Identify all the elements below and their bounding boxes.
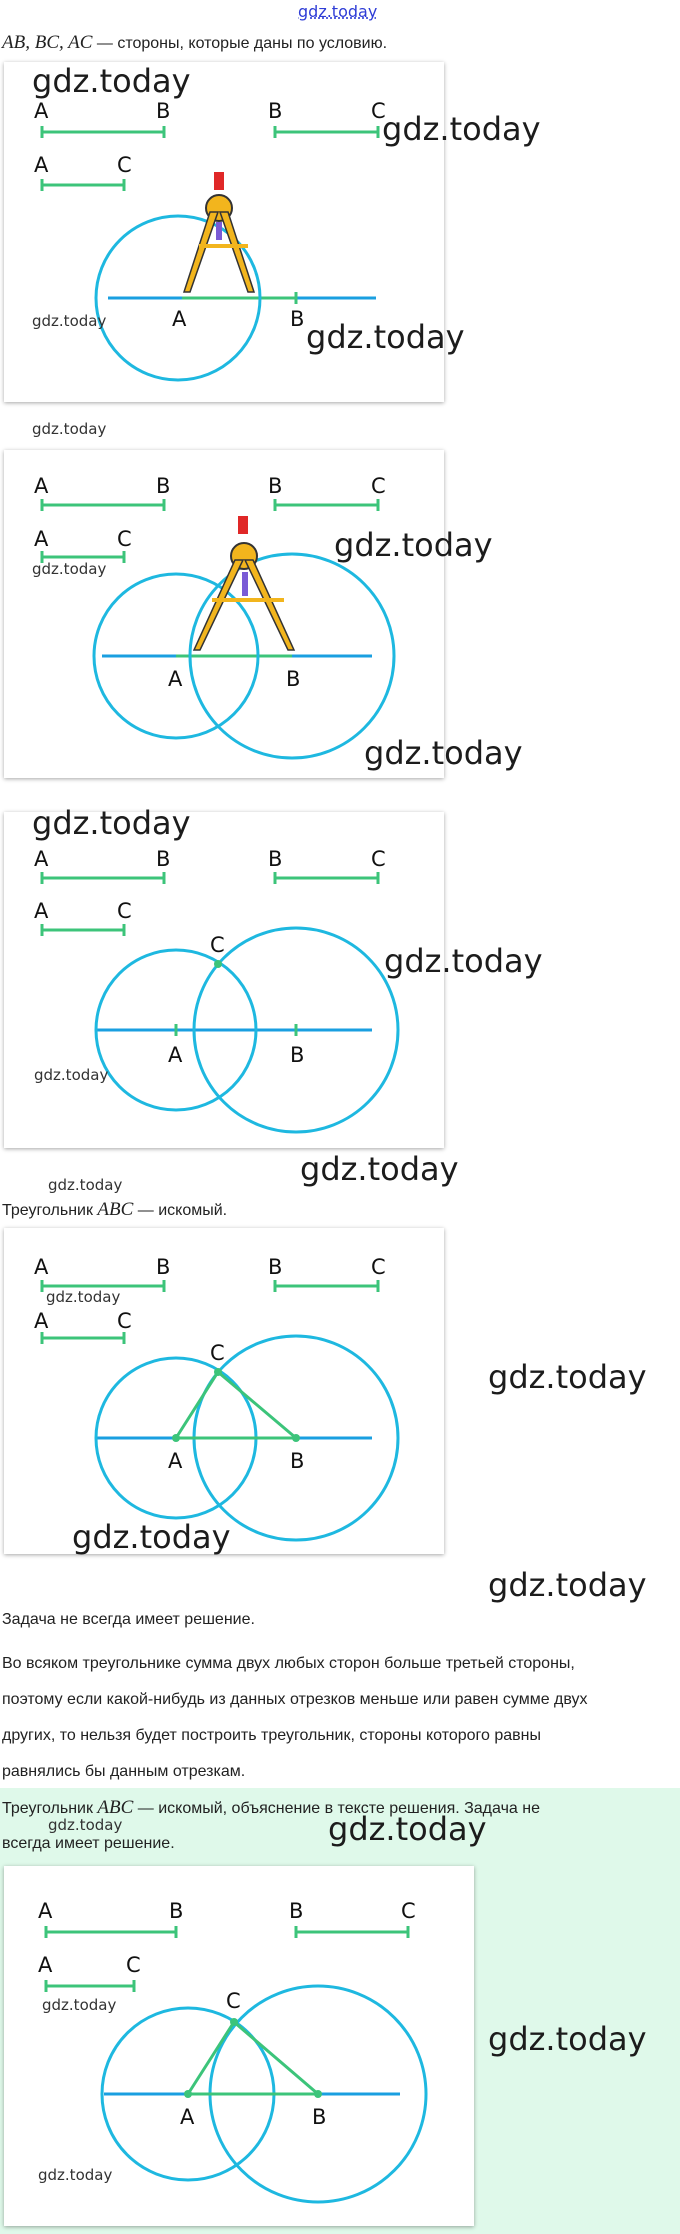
label-b: B — [268, 99, 283, 123]
watermark: gdz.today — [32, 804, 191, 842]
watermark: gdz.today — [334, 526, 493, 564]
label-a: A — [168, 1449, 183, 1473]
label-b: B — [290, 307, 305, 331]
figure-2-drawing — [4, 450, 444, 778]
label-a: A — [168, 1043, 183, 1067]
watermark: gdz.today — [48, 1176, 123, 1194]
intro-math: AB, BC, AC — [2, 32, 93, 53]
given-segments — [42, 872, 378, 936]
figure-4 — [4, 1228, 444, 1554]
given-segments — [42, 499, 378, 563]
compass-icon — [184, 172, 254, 292]
label-c: C — [117, 899, 132, 923]
label-b: B — [312, 2105, 327, 2129]
label-c: C — [126, 1953, 141, 1977]
label-b: B — [286, 667, 301, 691]
watermark: gdz.today — [34, 1066, 109, 1084]
label-a: A — [34, 1255, 49, 1279]
watermark: gdz.today — [384, 942, 543, 980]
label-b: B — [156, 474, 171, 498]
label-b: B — [290, 1449, 305, 1473]
compass-icon — [194, 516, 294, 650]
watermark: gdz.today — [382, 110, 541, 148]
label-b: B — [156, 847, 171, 871]
watermark: gdz.today — [32, 312, 107, 330]
answer-line-1: Треугольник ABC — искомый, объяснение в тексте решения. Задача не — [2, 1797, 540, 1818]
label-c: C — [117, 153, 132, 177]
triangle-caption: Треугольник ABC — искомый. — [2, 1199, 228, 1220]
label-b: B — [268, 474, 283, 498]
label-a: A — [180, 2105, 195, 2129]
label-c: C — [117, 1309, 132, 1333]
label-b: B — [289, 1899, 304, 1923]
label-a: A — [34, 153, 49, 177]
watermark: gdz.today — [32, 560, 107, 578]
paragraph-line: поэтому если какой-нибудь из данных отрезков меньше или равен сумме двух — [2, 1691, 588, 1708]
label-c: C — [371, 99, 386, 123]
label-c: C — [226, 1989, 241, 2013]
label-b: B — [156, 1255, 171, 1279]
label-b: B — [156, 99, 171, 123]
label-a: A — [38, 1953, 53, 1977]
watermark: gdz.today — [48, 1816, 123, 1834]
triangle-abc — [188, 2022, 318, 2094]
watermark: gdz.today — [32, 420, 107, 438]
label-c: C — [371, 847, 386, 871]
watermark: gdz.today — [72, 1518, 231, 1556]
label-a: A — [38, 1899, 53, 1923]
site-link[interactable]: gdz.today — [298, 2, 378, 21]
watermark: gdz.today — [42, 1996, 117, 2014]
intro-text — [2, 33, 387, 52]
paragraph-line: Во всяком треугольнике сумма двух любых сторон больше третьей стороны, — [2, 1655, 575, 1672]
watermark: gdz.today — [38, 2166, 113, 2184]
given-segments — [42, 126, 378, 191]
figure-4-drawing — [4, 1228, 444, 1554]
label-a: A — [168, 667, 183, 691]
label-a: A — [34, 899, 49, 923]
label-c: C — [117, 527, 132, 551]
paragraph-no-solution: Задача не всегда имеет решение. — [2, 1611, 255, 1628]
paragraph-line: других, то нельзя будет построить треугольник, стороны которого равны — [2, 1727, 541, 1744]
label-a: A — [34, 527, 49, 551]
watermark: gdz.today — [328, 1810, 487, 1848]
watermark: gdz.today — [488, 2020, 647, 2058]
paragraph-line: равнялись бы данным отрезкам. — [2, 1763, 246, 1780]
watermark: gdz.today — [364, 734, 523, 772]
label-b: B — [169, 1899, 184, 1923]
label-a: A — [34, 847, 49, 871]
figure-3-drawing — [4, 812, 444, 1148]
label-b: B — [268, 847, 283, 871]
label-a: A — [34, 474, 49, 498]
watermark: gdz.today — [300, 1150, 459, 1188]
label-a: A — [34, 1309, 49, 1333]
watermark: gdz.today — [488, 1566, 647, 1604]
figure-3 — [4, 812, 444, 1148]
label-c: C — [210, 1341, 225, 1365]
watermark: gdz.today — [32, 62, 191, 100]
watermark: gdz.today — [488, 1358, 647, 1396]
watermark: gdz.today — [306, 318, 465, 356]
given-segments — [46, 1926, 408, 1992]
label-c: C — [210, 933, 225, 957]
label-a: A — [172, 307, 187, 331]
label-a: A — [34, 99, 49, 123]
watermark: gdz.today — [46, 1288, 121, 1306]
figure-2 — [4, 450, 444, 778]
label-c: C — [401, 1899, 416, 1923]
label-c: C — [371, 474, 386, 498]
label-b: B — [268, 1255, 283, 1279]
answer-line-2: всегда имеет решение. — [2, 1835, 175, 1852]
intro-rest: — стороны, которые даны по условию. — [92, 35, 388, 52]
label-c: C — [371, 1255, 386, 1279]
label-b: B — [290, 1043, 305, 1067]
